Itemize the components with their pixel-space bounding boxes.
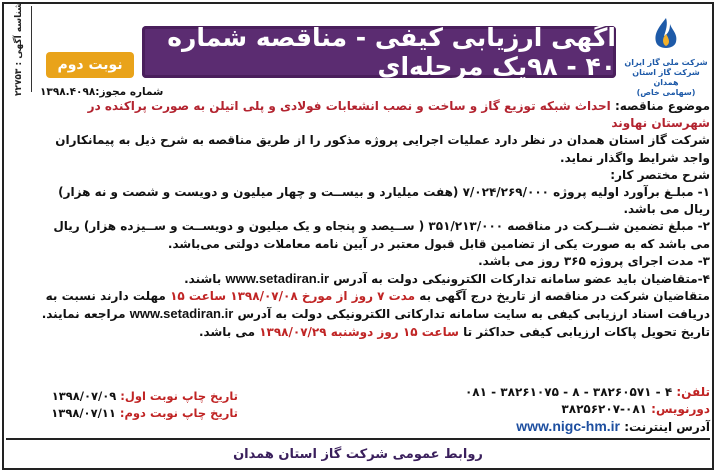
logo-line-1: شرکت ملی گاز ایران [624,58,708,67]
item-4-prefix: ۴-متقاضیان باید عضو سامانه تدارکات الکترونیکی دولت به آدرس [333,272,710,287]
subject-text: احداث شبکه توزیع گاز و ساخت و نصب انشعابات فولادی و پلی اتیلن به صورت پراکنده در شهرستان نهاوند [87,99,710,131]
second-round-badge: نوبت دوم [46,52,134,78]
item-1: ۱- مبلـغ برآورد اولیه پروژه ۷/۰۲۴/۲۶۹/۰۰۰ (هفت میلیارد و بیســت و چهار میلیون و دویست و شصت و نه هزار) ریال می باشد. [58,185,710,217]
ad-id-text: شناسه آگهی : ۲۲۷۵۳ [13,1,24,97]
phone-label: تلفن: [676,385,710,399]
para1-b: مهلت دارند نسبت به دریافت اسناد ارزیابی کیفی به سایت سامانه تدارکاتی الکترونیکی دولت به آدرس [45,289,710,322]
intro-text: شرکت گاز استان همدان در نظر دارد عملیات اجرایی پروژه مذکور را از طریق مناقصه به شرح ذیل به پیمانکاران واجد شرایط واگذار نماید. [55,133,710,165]
first-print-label: تاریخ چاپ نوبت اول: [120,389,238,403]
ad-body [34,98,710,418]
ad-title: آگهی ارزیابی کیفی - مناقصه شماره ۴۰ - ۹۸یک مرحله‌ای [142,26,616,78]
second-print-date [38,405,238,422]
public-relations-footer: روابط عمومی شرکت گاز استان همدان [6,438,710,468]
summary-title: شرح مختصر کار: [610,167,710,182]
print-dates [38,388,238,422]
ad-header [6,1,710,98]
para1-a: متقاضیان شرکت در مناقصه از تاریخ درج آگهی به [419,289,710,304]
flame-logo-icon [648,16,684,56]
second-print-value: ۱۳۹۸/۰۷/۱۱ [51,406,116,420]
logo-line-3: (سهامی خاص) [636,88,696,97]
ad-id-strip [6,1,32,97]
deadline-paragraph [34,288,710,323]
setadiran-link-2[interactable]: www.setadiran.ir [129,306,234,322]
subject-label: موضوع مناقصه: [614,99,710,113]
ad-frame [2,2,714,470]
permit-number: شماره مجوز:۱۳۹۸.۴۰۹۸ [40,86,164,98]
fax-label: دورنویس: [651,402,710,416]
setadiran-link[interactable]: www.setadiran.ir [225,271,330,287]
item-4-suffix: باشند. [184,272,222,287]
first-print-date [38,388,238,405]
delivery-paragraph [34,324,710,341]
para2-b: می باشد. [198,324,256,339]
logo-caption [624,58,708,98]
website-link[interactable]: www.nigc-hm.ir [516,418,620,434]
phone-value: ۴ - ۳۸۲۶۰۵۷۱ - ۸ - ۳۸۲۶۱۰۷۵ - ۰۸۱ [464,385,673,399]
logo-line-2: شرکت گاز استان همدان [632,68,700,87]
para1-c: مراجعه نمایند. [41,307,126,322]
para2-deadline: ساعت ۱۵ روز دوشنبه ۱۳۹۸/۰۷/۲۹ [259,324,459,339]
para2-a: تاریخ تحویل پاکات ارزیابی کیفی حداکثر تا [463,324,710,339]
second-print-label: تاریخ چاپ نوبت دوم: [119,406,238,420]
item-4 [34,270,710,288]
fax-value: ۰۸۱-۳۸۲۵۶۲۰۷ [561,402,647,416]
para1-deadline: مدت ۷ روز از مورخ ۱۳۹۸/۰۷/۰۸ ساعت ۱۵ [170,289,416,304]
item-3: ۳- مدت اجرای پروژه ۳۶۵ روز می باشد. [478,253,710,268]
first-print-value: ۱۳۹۸/۰۷/۰۹ [51,389,117,403]
subject-line [34,98,710,132]
item-2: ۲- مبلغ تضمین شــرکت در مناقصه ۳۵۱/۲۱۳/۰۰۰ ( ســیصد و پنجاه و یک میلیون و دویســت و ســیزده هزار) ریال می باشد که به صورت یکی از تضامین قابل قبول معتبر در آیین نامه معاملات دولتی می‌باشد. [53,219,710,251]
gas-company-logo [624,14,708,97]
website-label: آدرس اینترنت: [624,420,710,434]
